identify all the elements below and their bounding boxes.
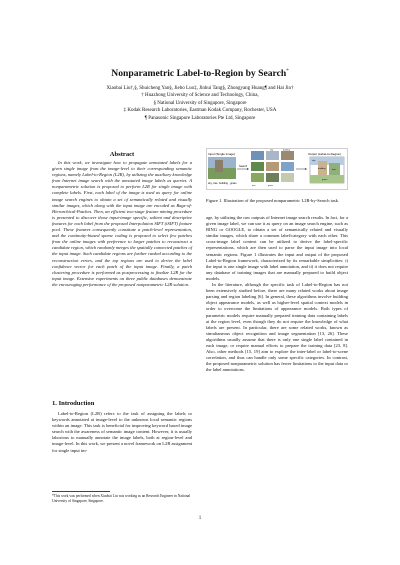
affiliation-3: ‡ Kodak Research Laboratories, Eastman Kodak Company, Rochester, USA — [123, 108, 277, 114]
figure-tags: sky, tree, building , grass — [208, 182, 237, 185]
page-number: 1 — [198, 516, 202, 521]
figure-1 — [206, 148, 348, 190]
figure-search-label: Search — [239, 165, 248, 168]
author-list: Xiaobai Liu†,§, Shuicheng Yan§, Jiebo Luo‡, Jinhui Tang§, Zhongyang Huang¶ and Hai Jin† — [106, 86, 294, 91]
affiliation-4: ¶ Panasonic Singapore Laboratories Pte Ltd, Singapore — [144, 115, 256, 121]
affiliation-2: § National University of Singapore, Singapore — [153, 100, 247, 106]
figure-output-label: Output (Label-to-Region) — [308, 152, 342, 156]
title-text: Nonparametric Label-to-Region by Search — [111, 68, 287, 79]
intro-heading: 1. Introduction — [52, 400, 95, 407]
affiliation-1: † Huazhong University of Science and Technology, China, — [141, 93, 259, 99]
right-column-text — [206, 215, 348, 373]
abstract-text — [52, 160, 192, 288]
paper-title — [0, 68, 400, 79]
footnote-rule — [52, 491, 110, 492]
thumb-label-sky: sky — [270, 149, 273, 152]
right-paragraph-1: age, by utilizing the raw outputs of Internet image search results. In fact, for a given image label, we can use it as query on an image search engine, such as BING or GOOGLE, to obtain a set of semantically related and visually similar images, which share a common label/category with each other. This cross-image label context can be utilized to derive the label-specific representations, which are then used to parse the input image into local semantic regions. Figure 1 illustrates the input and output of the proposed Label-to-Region framework, characterized by its remarkable simplicities: i) the input is one single image with label annotation, and ii) it does not require any database of training images that are manually prepared to build object models. — [206, 215, 348, 281]
abstract-heading: Abstract — [109, 151, 135, 158]
author-block — [0, 85, 400, 122]
right-paragraph-2: In the literature, although the specific task of Label-to-Region has not been extensively studied before, there are many related works about image parsing and region labeling [6]. In general, these algorithms involve building object appearance models, as well as higher-level spatial context models in order to overcome the limitations of appearance models. Both types of parametric models require manually prepared training data containing labels at the region level, even though they do not require the knowledge of what labels are present. In particular, there are some related works, known as simultaneous object recognition and image segmentation [13, 26]. These algorithms usually assume that there is only one single label contained in each image, or require manual efforts to prepare the training data [23, 8]. Also, other methods [15, 19] aim to explore the inter-label or label-to-scene correlation, and thus can handle only some specific categories. In contrast, the proposed nonparametric solution has fewer limitations to the input data or the label annotations. — [206, 282, 348, 373]
intro-text — [52, 411, 192, 454]
thumb-label-building: building — [283, 149, 290, 152]
output-tag-building: building — [318, 168, 326, 170]
figure-input-label: Input (Single Image) — [208, 152, 236, 156]
output-tag-sky: sky — [312, 160, 316, 162]
output-tag-grass: grass — [322, 179, 328, 181]
search-results — [251, 150, 294, 187]
thumb-label-tree: tree — [252, 185, 256, 187]
intro-paragraph: Label-to-Region (L2R) refers to the task of assigning the labels or keywords annotated at image-level to the unknown local semantic regions within an image. This task is beneficial for improving keyword based image search with the awareness of semantic image content. However, it is usually laborious to manually annotate the image labels, both at region-level and image-level. In this work, we present a novel framework on L2R assignment for single input im- — [52, 411, 192, 453]
thumb-label-grass: grass — [268, 185, 273, 187]
figure-caption: Figure 1. Illustration of the proposed nonparametric L2R-by-Search task. — [206, 198, 340, 203]
abstract-paragraph: In this work, we investigate how to propagate annotated labels for a given single image from the image-level to their corresponding semantic regions, namely Label-to-Region (L2R), by utilizing the auxiliary knowledge from Internet image search with the annotated image labels as queries. A nonparametric solution is proposed to perform L2R for single image with complete labels. First, each label of the image is used as query for online image search engines to obtain a set of semantically related and visually similar images, which along with the input image are encoded as Bags-of-Hierarchical-Patches. Then, an efficient two-stage feature mining procedure is presented to discover those input-image specific, salient and descriptive features for each label from the proposed Interpolation SIFT (iSIFT) feature pool. These features consequently constitute a patch-level representation, and the continuity-biased sparse coding is proposed to select few patches from the online images with preference to larger patches to reconstruct a candidate region, which randomly merges the spatially connected patches of the input image. Such candidate regions are further ranked according to the reconstruction errors, and the top regions are used to derive the label confidence vector for each patch of the input image. Finally, a patch clustering procedure is performed as postprocessing to finalize L2R for the input image. Extensive experiments on three public databases demonstrate the encouraging performance of the proposed nonparametric L2R solution. — [52, 160, 192, 287]
title-footnote-mark: * — [286, 68, 289, 74]
footnote: *This work was performed when Xiaobai Liu was working as an Research Engineer in National University of Singapore, Singapore. — [52, 494, 191, 503]
output-tag-tree: tree — [332, 169, 336, 171]
